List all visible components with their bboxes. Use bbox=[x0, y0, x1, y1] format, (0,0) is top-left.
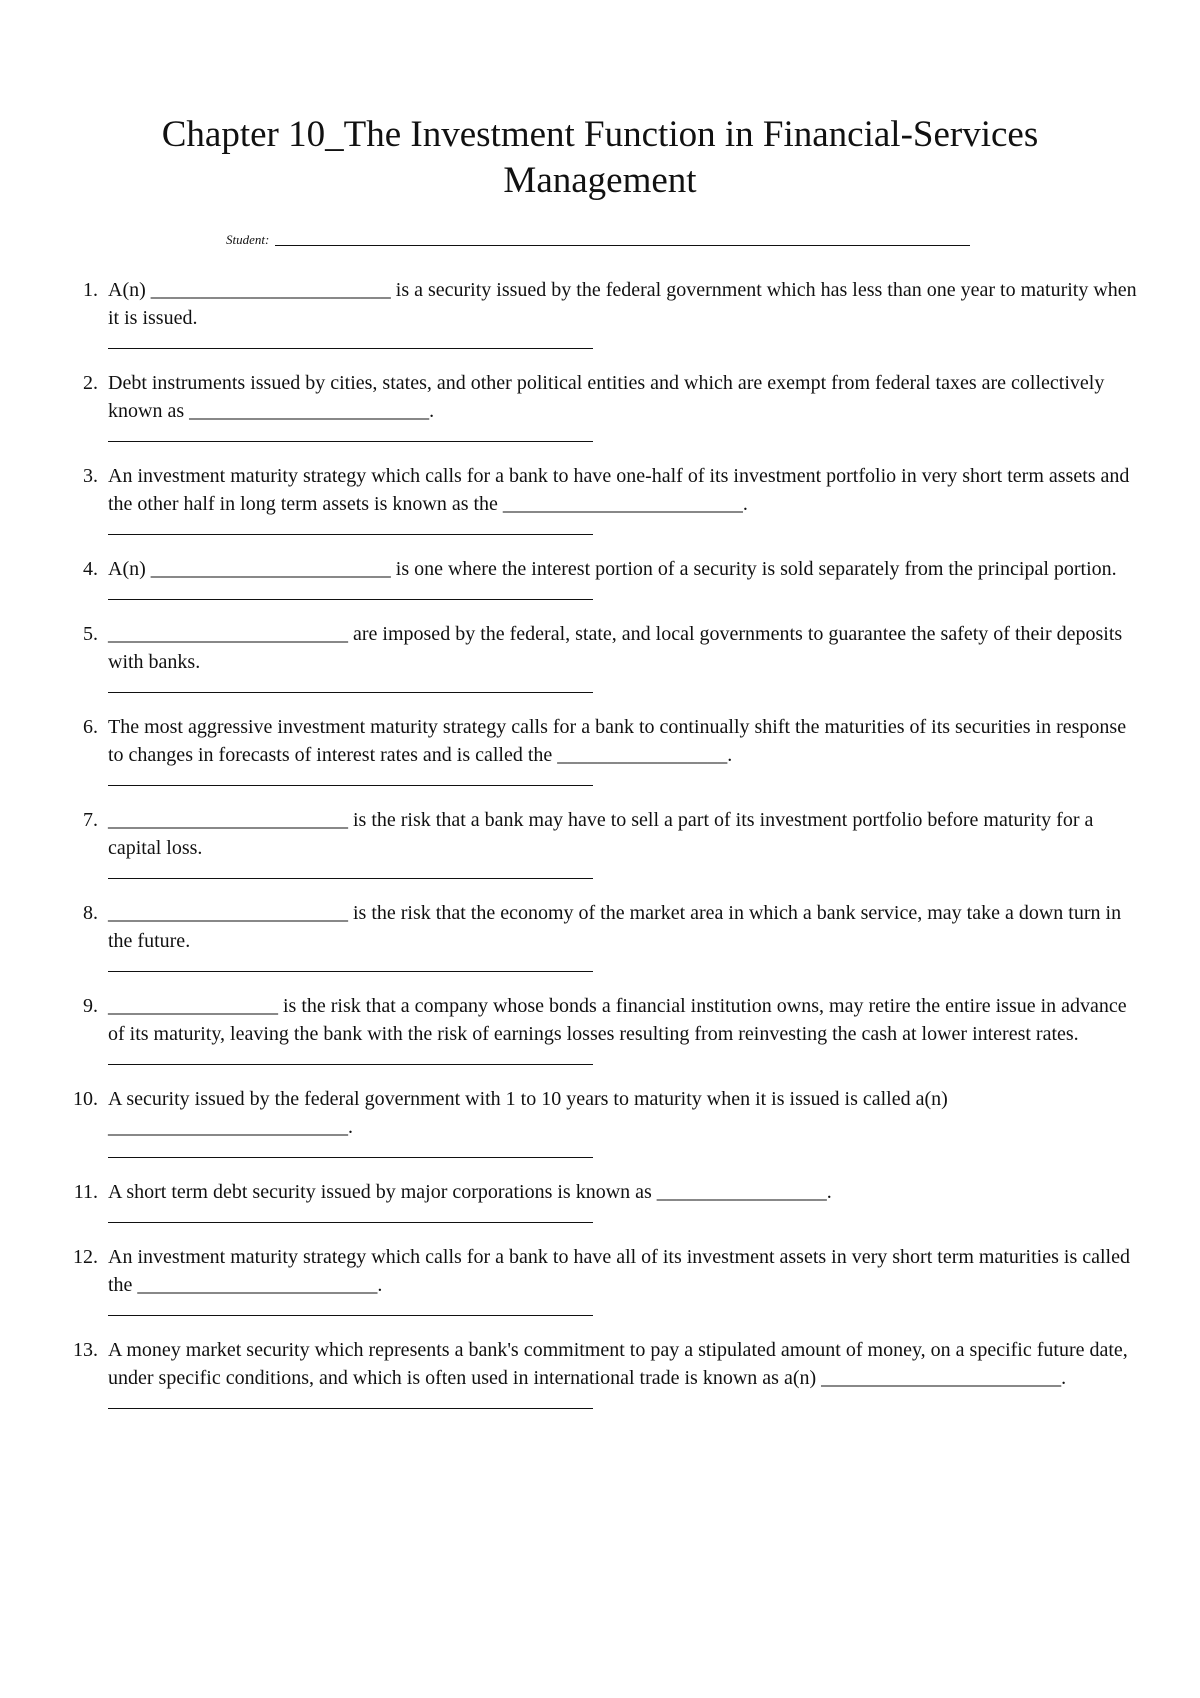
question-item bbox=[56, 620, 1146, 693]
answer-line[interactable] bbox=[108, 1299, 593, 1316]
question-item bbox=[56, 1085, 1146, 1158]
question-number: 3. bbox=[83, 465, 98, 487]
answer-line[interactable] bbox=[108, 676, 593, 693]
page-title: Chapter 10_The Investment Function in Financial-Services Management bbox=[161, 114, 1039, 201]
answer-line[interactable] bbox=[108, 1392, 593, 1409]
question-text: ________________________ are imposed by the federal, state, and local governments to guarantee the safety of their deposits with banks. bbox=[108, 623, 1123, 673]
question-text: _________________ is the risk that a company whose bonds a financial institution owns, may retire the entire issue in advance of its maturity, leaving the bank with the risk of earnings losses resulting from reinvesting the cash at lower interest rates. bbox=[108, 995, 1127, 1045]
question-item bbox=[56, 806, 1146, 879]
answer-line[interactable] bbox=[108, 518, 593, 535]
student-name-input[interactable] bbox=[275, 245, 970, 246]
question-item bbox=[56, 1178, 1146, 1223]
question-item bbox=[56, 369, 1146, 442]
question-text: An investment maturity strategy which calls for a bank to have all of its investment assets in very short term maturities is called the ________________________. bbox=[108, 1246, 1130, 1296]
answer-line[interactable] bbox=[108, 955, 593, 972]
question-number: 11. bbox=[73, 1181, 98, 1203]
answer-line[interactable] bbox=[108, 862, 593, 879]
question-number: 12. bbox=[73, 1246, 98, 1268]
answer-line[interactable] bbox=[108, 425, 593, 442]
question-number: 7. bbox=[83, 809, 98, 831]
question-number: 6. bbox=[83, 716, 98, 738]
question-text: A money market security which represents a bank's commitment to pay a stipulated amount of money, on a specific future date, under specific conditions, and which is often used in international trade is known as a(n) ________________________. bbox=[108, 1339, 1128, 1389]
question-number: 9. bbox=[83, 995, 98, 1017]
question-number: 2. bbox=[83, 372, 98, 394]
question-list bbox=[56, 276, 1146, 1429]
question-number: 13. bbox=[73, 1339, 98, 1361]
answer-line[interactable] bbox=[108, 1206, 593, 1223]
answer-line[interactable] bbox=[108, 769, 593, 786]
question-text: ________________________ is the risk that the economy of the market area in which a bank service, may take a down turn in the future. bbox=[108, 902, 1122, 952]
question-item bbox=[56, 276, 1146, 349]
question-number: 10. bbox=[73, 1088, 98, 1110]
question-number: 1. bbox=[83, 279, 98, 301]
answer-line[interactable] bbox=[108, 1048, 593, 1065]
question-item bbox=[56, 1336, 1146, 1409]
question-text: The most aggressive investment maturity strategy calls for a bank to continually shift the maturities of its securities in response to changes in forecasts of interest rates and is called the _________________. bbox=[108, 716, 1127, 766]
answer-line[interactable] bbox=[108, 583, 593, 600]
question-text: ________________________ is the risk that a bank may have to sell a part of its investment portfolio before maturity for a capital loss. bbox=[108, 809, 1094, 859]
question-item bbox=[56, 899, 1146, 972]
question-number: 8. bbox=[83, 902, 98, 924]
question-item bbox=[56, 1243, 1146, 1316]
question-text: A(n) ________________________ is a security issued by the federal government which has less than one year to maturity when it is issued. bbox=[108, 279, 1137, 329]
question-item bbox=[56, 992, 1146, 1065]
question-text: Debt instruments issued by cities, states, and other political entities and which are exempt from federal taxes are collectively known as ________________________. bbox=[108, 372, 1105, 422]
answer-line[interactable] bbox=[108, 332, 593, 349]
student-label: Student: bbox=[226, 232, 270, 247]
question-item bbox=[56, 555, 1146, 600]
question-text: A(n) ________________________ is one where the interest portion of a security is sold separately from the principal portion. bbox=[108, 558, 1117, 580]
question-item bbox=[56, 462, 1146, 535]
question-number: 5. bbox=[83, 623, 98, 645]
question-text: A security issued by the federal government with 1 to 10 years to maturity when it is issued is called a(n) ________________________. bbox=[108, 1088, 948, 1138]
student-field bbox=[226, 232, 970, 248]
answer-line[interactable] bbox=[108, 1141, 593, 1158]
question-item bbox=[56, 713, 1146, 786]
question-text: A short term debt security issued by major corporations is known as _________________. bbox=[108, 1181, 832, 1203]
question-text: An investment maturity strategy which calls for a bank to have one-half of its investment portfolio in very short term assets and the other half in long term assets is known as the ________________________. bbox=[108, 465, 1130, 515]
question-number: 4. bbox=[83, 558, 98, 580]
